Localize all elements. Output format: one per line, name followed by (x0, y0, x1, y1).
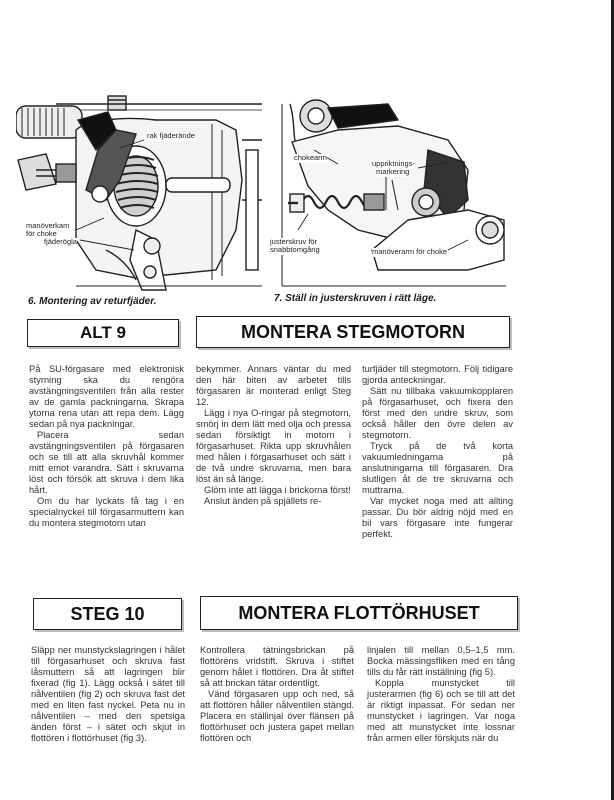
section1-column-2 (196, 364, 351, 507)
paragraph: Vänd förgasaren upp och ned, så att flottören håller nålventilen stängd. Placera en ställinjal över flänsen på flottörhuset och justera gapet mellan flottören och (200, 689, 354, 743)
paragraph: Lägg i nya O-ringar på stegmotorn, smörj in dem lätt med olja och pressa sedan försiktigt in motorn i förgasarhuset. Rikta upp skruvhålen med hålen i förgasarhuset och sätt i de två undre skruvarna, men bara löst än så länge. (196, 408, 351, 484)
label-for-choke: för choke (26, 229, 57, 238)
section2-column-1 (31, 645, 185, 744)
label-snabbtomgang: snabbtomgång (270, 245, 320, 254)
label-markering: markering (376, 167, 410, 176)
heading-montera-stegmotorn-text: MONTERA STEGMOTORN (241, 321, 465, 342)
heading-steg-10 (33, 598, 182, 630)
figure-7-illustration (268, 90, 506, 290)
label-chokearm: chokearm (294, 153, 327, 162)
label-fjaderogla: fjäderögla (44, 237, 77, 246)
figure-6-illustration (16, 90, 262, 292)
paragraph: turfjäder till stegmotorn. Följ tidigare gjorda anteckningar. (362, 364, 513, 385)
paragraph: linjalen till mellan 0,5–1,5 mm. Bocka mässingsfliken med en tång tills du får rätt inställning (fig 5). (367, 645, 515, 677)
heading-montera-flottorhuset (200, 596, 518, 630)
paragraph: Om du har lyckats få tag i en specialnyckel till förgasarmuttern kan du montera stegmotorn utan (29, 496, 184, 528)
paragraph: bekymmer. Annars väntar du med den här biten av arbetet tills förgasaren är monterad enligt Steg 12. (196, 364, 351, 407)
heading-montera-stegmotorn (196, 316, 510, 348)
paragraph: Anslut änden på spjällets re- (204, 496, 322, 506)
section1-column-1 (29, 364, 184, 529)
label-manoverkam: manöverkam (26, 221, 70, 230)
paragraph: Koppla munstycket till justerarmen (fig 6) och se till att det är riktigt inpassat. För sedan ner munstycket i lagringen. Var noga med att munstycket inte lossnar från armen eller förskjuts när du (367, 678, 515, 743)
paragraph: Tryck på de två korta vakuumledningarna på anslutningarna till förgasaren. Dra slutligen åt de tre skruvarna och muttrarna. (362, 441, 513, 495)
label-uppriktnings: uppriktnings- (372, 159, 415, 168)
label-manoverarm: manöverarm för choke (372, 247, 448, 256)
label-rak-fjaderande: rak fjäderände (147, 131, 195, 140)
heading-montera-flottorhuset-text: MONTERA FLOTTÖRHUSET (238, 602, 480, 623)
section2-column-3 (367, 645, 515, 744)
label-justerskruv: justerskruv för (270, 237, 318, 246)
paragraph: Släpp ner munstyckslagringen i hålet till förgasarhuset och skruva fast låsmuttern så att lagringen blir fixerad (fig 1). Lägg också i sätet till nålventilen (fig 2) och skruva fast det med en liten fast nyckel. Peta nu in nålventilen – med den spetsiga änden först – i sätet och skjut in flottören i flottörhuset (fig 3). (31, 645, 185, 743)
heading-steg-10-text: STEG 10 (70, 603, 145, 624)
heading-alt-9 (27, 319, 179, 347)
heading-alt-9-text: ALT 9 (80, 323, 126, 342)
adjusting-screw-drawing (268, 90, 506, 290)
paragraph: Var mycket noga med att allting passar. Du bör aldrig nöjd med en bil vars förgasare inte fungerar perfekt. (362, 496, 513, 539)
paragraph: På SU-förgasare med elektronisk styrning ska du rengöra avstängningsventilen från alla rester av de gamla packningarna. Skrapa ytorna rena utan att repa dem. Lägg sedan på nya packningar. (29, 364, 184, 429)
paragraph: Sätt nu tillbaka vakuumkopplaren på förgasarhuset, och fixera den först med den undre skruv, som också håller den övre delen av stegmotorn. (362, 386, 513, 440)
figure-7-caption: 7. Ställ in justerskruven i rätt läge. (274, 293, 437, 304)
section2-column-2 (200, 645, 354, 744)
return-spring-drawing (16, 90, 262, 292)
figure-6-caption: 6. Montering av returfjäder. (28, 296, 157, 307)
section1-column-3 (362, 364, 513, 540)
paragraph: Glöm inte att lägga i brickorna först! (204, 485, 351, 495)
paragraph: Placera sedan avstängningsventilen på förgasaren och se till att alla skruvhål kommer mitt emot varandra. Sätt i skruvarna löst och försök att skruva i dem lika hårt. (29, 430, 184, 495)
paragraph: Kontrollera tätningsbrickan på flottörens vridstift. Skruva i stiftet genom hålet i flottören. Dra åt stiftet så att brickan tätar ordentligt. (200, 645, 354, 688)
